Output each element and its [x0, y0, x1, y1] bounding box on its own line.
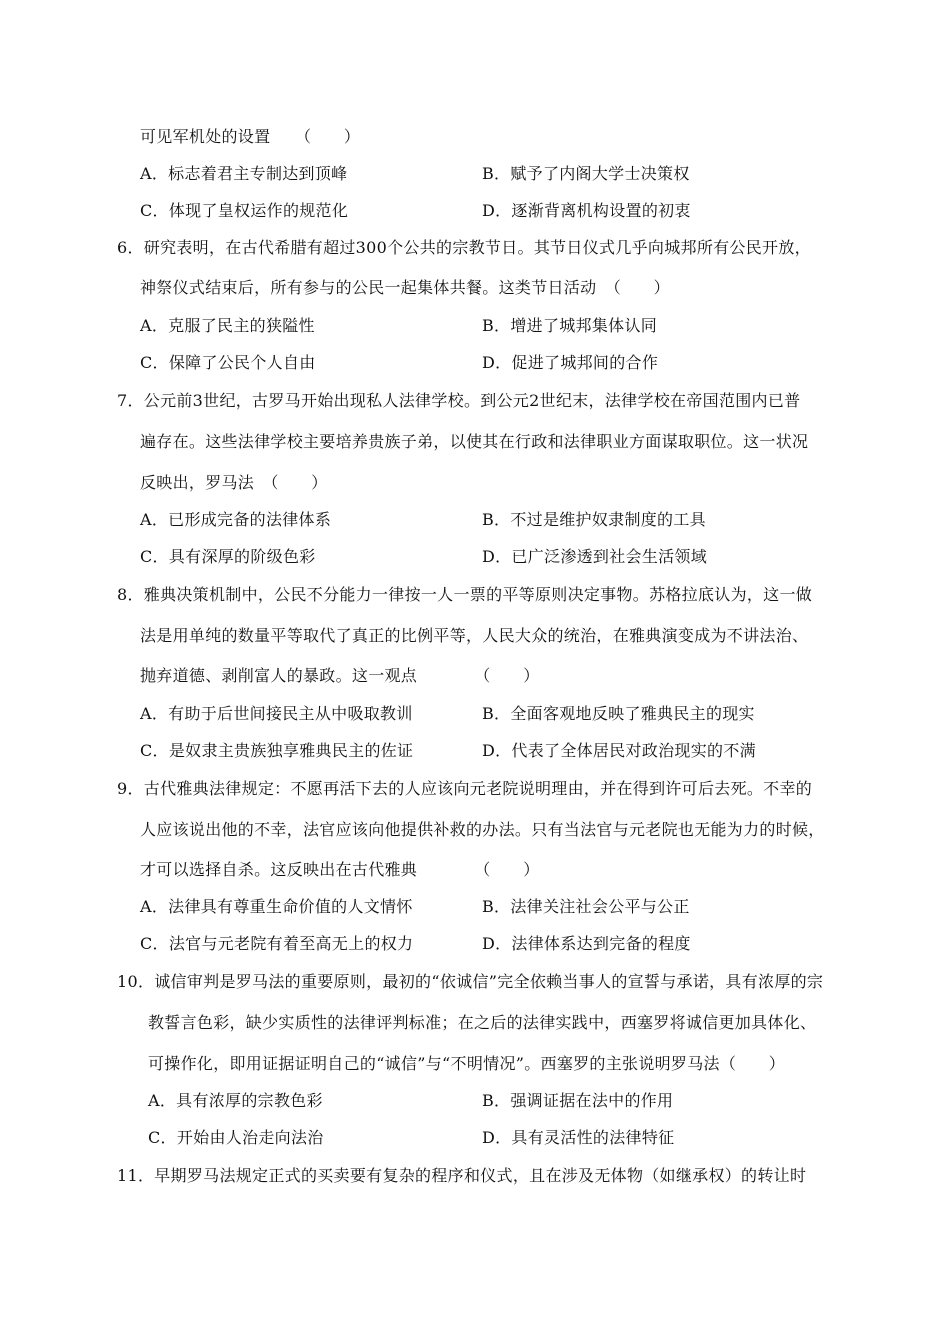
q5-option-c: C．体现了皇权运作的规范化: [140, 201, 349, 220]
q6-option-b: B．增进了城邦集体认同: [482, 316, 658, 335]
q8-stem-line3: 抛弃道德、剥削富人的暴政。这一观点 （ ）: [140, 666, 540, 685]
q5-option-b: B．赋予了内阁大学士决策权: [482, 164, 690, 183]
q8-stem-line2: 法是用单纯的数量平等取代了真正的比例平等，人民大众的统治，在雅典演变成为不讲法治、: [140, 626, 809, 645]
q9-option-c: C．法官与元老院有着至高无上的权力: [140, 934, 414, 953]
q6-option-a: A．克服了民主的狭隘性: [140, 316, 315, 335]
q9-stem-line3: 才可以选择自杀。这反映出在古代雅典 （ ）: [140, 860, 540, 879]
q9-stem-line1: 9．古代雅典法律规定：不愿再活下去的人应该向元老院说明理由，并在得到许可后去死。不幸的: [117, 779, 813, 798]
q9-stem-line2: 人应该说出他的不幸，法官应该向他提供补救的办法。只有当法官与元老院也无能为力的时候，: [140, 820, 825, 839]
q5-option-d: D．逐渐背离机构设置的初衷: [482, 201, 691, 220]
q8-option-d: D．代表了全体居民对政治现实的不满: [482, 741, 756, 760]
q7-stem-line2: 遍存在。这些法律学校主要培养贵族子弟，以使其在行政和法律职业方面谋取职位。这一状况: [140, 432, 809, 451]
q10-stem-line2: 教誓言色彩，缺少实质性的法律评判标准；在之后的法律实践中，西塞罗将诚信更加具体化、: [148, 1013, 817, 1032]
q7-stem-line1: 7．公元前3世纪，古罗马开始出现私人法律学校。到公元2世纪末，法律学校在帝国范围内已普: [117, 391, 801, 410]
q7-option-c: C．具有深厚的阶级色彩: [140, 547, 316, 566]
q8-option-c: C．是奴隶主贵族独享雅典民主的佐证: [140, 741, 414, 760]
q8-stem-line1: 8．雅典决策机制中，公民不分能力一律按一人一票的平等原则决定事物。苏格拉底认为，这一做: [117, 585, 813, 604]
q5-stem-continued: 可见军机处的设置 （ ）: [140, 127, 361, 146]
q10-option-b: B．强调证据在法中的作用: [482, 1091, 674, 1110]
q10-option-a: A．具有浓厚的宗教色彩: [148, 1091, 323, 1110]
q6-option-c: C．保障了公民个人自由: [140, 353, 316, 372]
q8-option-a: A．有助于后世间接民主从中吸取教训: [140, 704, 413, 723]
q10-option-d: D．具有灵活性的法律特征: [482, 1128, 675, 1147]
q6-option-d: D．促进了城邦间的合作: [482, 353, 659, 372]
q7-stem-line3: 反映出，罗马法 （ ）: [140, 473, 328, 492]
q9-option-a: A．法律具有尊重生命价值的人文情怀: [140, 897, 413, 916]
q10-stem-line3: 可操作化，即用证据证明自己的“诚信”与“不明情况”。西塞罗的主张说明罗马法（ ）: [148, 1054, 786, 1073]
q10-stem-line1: 10．诚信审判是罗马法的重要原则，最初的“依诚信”完全依赖当事人的宣誓与承诺，具有浓厚的宗: [117, 972, 824, 991]
q5-option-a: A．标志着君主专制达到顶峰: [140, 164, 348, 183]
q6-stem-line2: 神祭仪式结束后，所有参与的公民一起集体共餐。这类节日活动 （ ）: [140, 278, 670, 297]
q7-option-b: B．不过是维护奴隶制度的工具: [482, 510, 706, 529]
q9-option-b: B．法律关注社会公平与公正: [482, 897, 690, 916]
q6-stem-line1: 6．研究表明，在古代希腊有超过300个公共的宗教节日。其节日仪式几乎向城邦所有公民开放，: [117, 238, 811, 257]
q8-option-b: B．全面客观地反映了雅典民主的现实: [482, 704, 755, 723]
q7-option-d: D．已广泛渗透到社会生活领域: [482, 547, 708, 566]
q10-option-c: C．开始由人治走向法治: [148, 1128, 324, 1147]
q9-option-d: D．法律体系达到完备的程度: [482, 934, 691, 953]
q11-stem-line1: 11．早期罗马法规定正式的买卖要有复杂的程序和仪式，且在涉及无体物（如继承权）的转让时: [117, 1166, 807, 1185]
q7-option-a: A．已形成完备的法律体系: [140, 510, 332, 529]
